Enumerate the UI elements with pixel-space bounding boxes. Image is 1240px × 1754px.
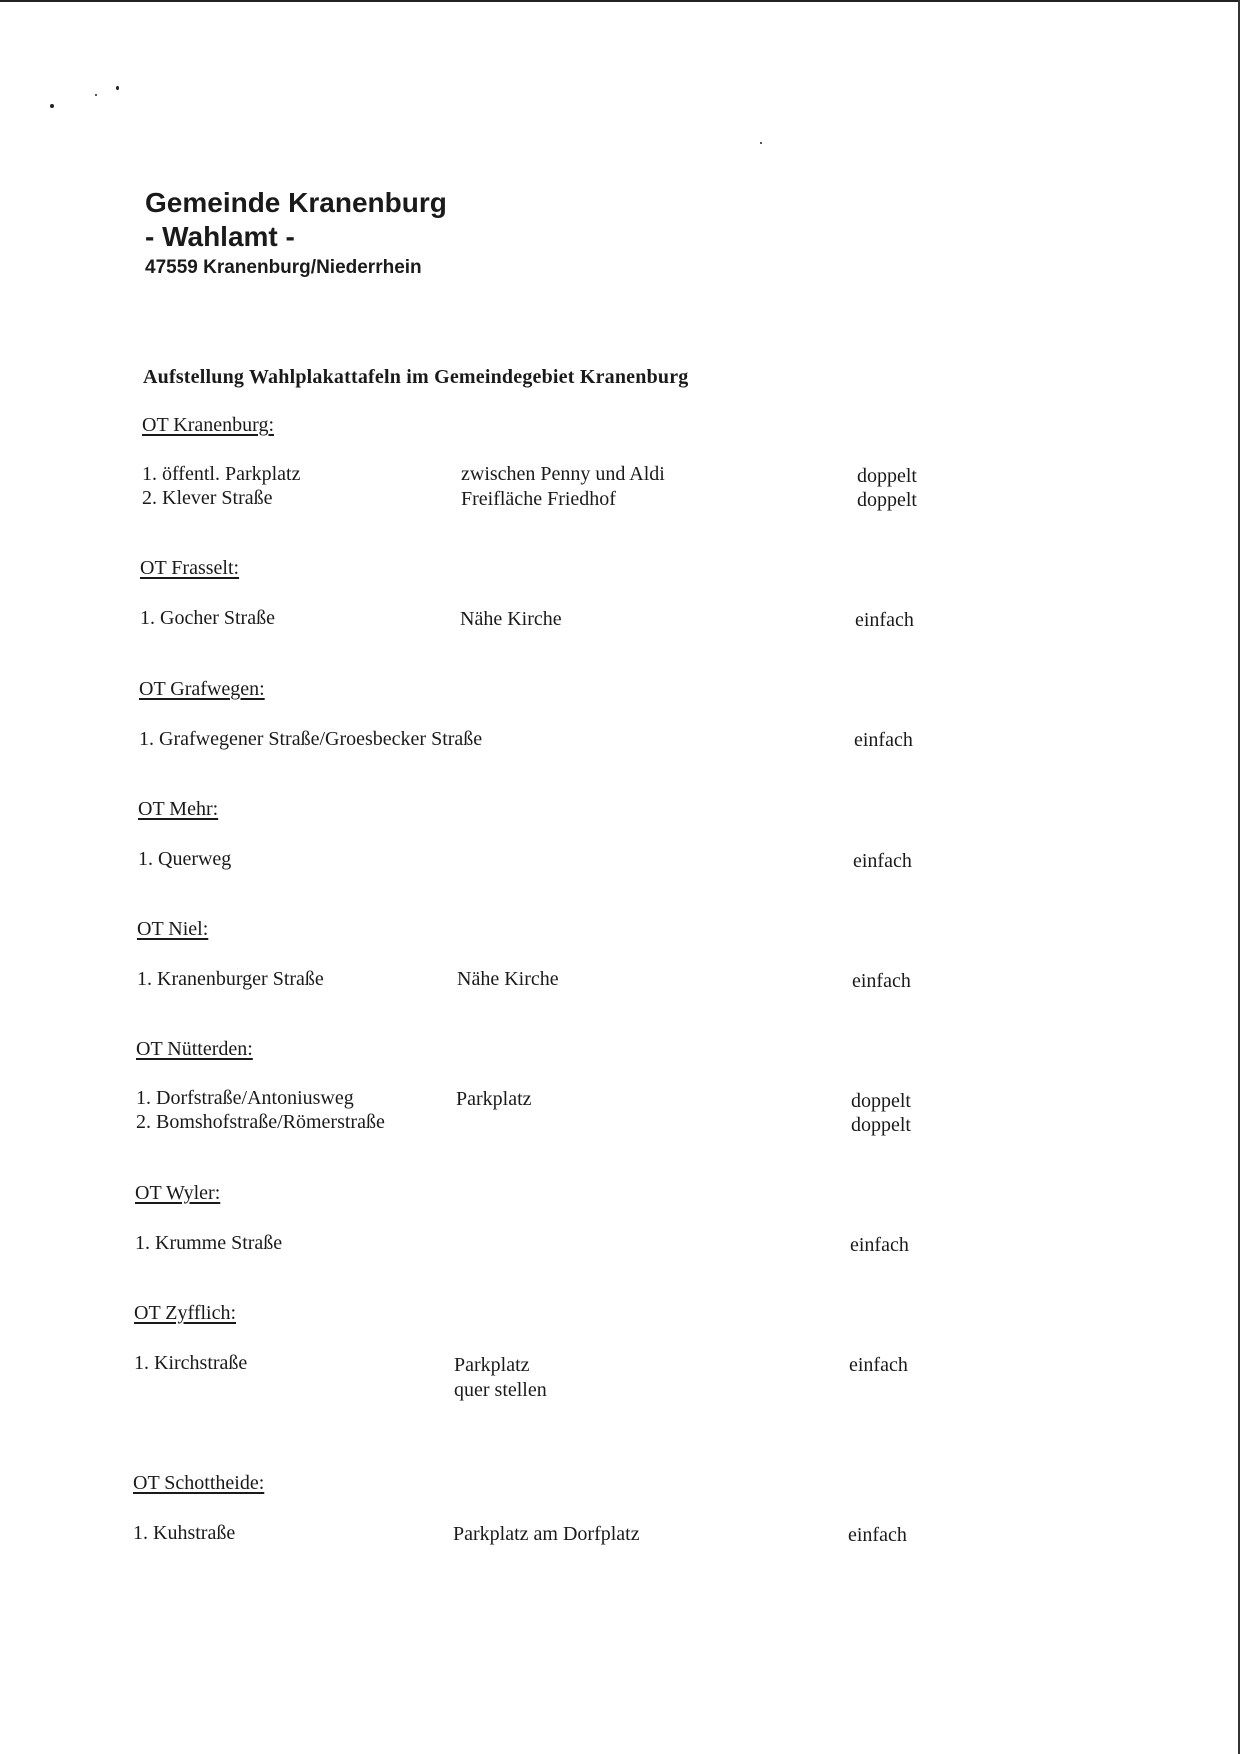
department-name: - Wahlamt - xyxy=(145,221,295,252)
entry-location: 1. Krumme Straße xyxy=(135,1232,283,1254)
entry-type: einfach xyxy=(849,1354,908,1376)
entry-detail: Parkplatz am Dorfplatz xyxy=(453,1523,640,1545)
section-title-grafwegen: OT Grafwegen: xyxy=(139,678,265,700)
section-title-wyler: OT Wyler: xyxy=(135,1182,221,1204)
section-title-frasselt: OT Frasselt: xyxy=(140,557,240,579)
postal-address: 47559 Kranenburg/Niederrhein xyxy=(145,257,422,278)
entry-location: 1. Grafwegener Straße/Groesbecker Straße xyxy=(139,728,483,750)
scan-edge-top xyxy=(0,0,1240,2)
letterhead xyxy=(145,186,447,282)
entry-type: einfach xyxy=(853,850,912,872)
entry-location: 1. Kuhstraße xyxy=(133,1522,236,1544)
document-title: Aufstellung Wahlplakattafeln im Gemeindegebiet Kranenburg xyxy=(143,366,689,388)
entry-type: doppelt xyxy=(857,465,917,487)
org-name: Gemeinde Kranenburg xyxy=(145,187,447,218)
entry-location: 1. Dorfstraße/Antoniusweg xyxy=(136,1087,354,1109)
section-title-niel: OT Niel: xyxy=(137,918,209,940)
section-title-mehr: OT Mehr: xyxy=(138,798,219,820)
section-title-schottheide: OT Schottheide: xyxy=(133,1472,265,1494)
entry-type: doppelt xyxy=(857,489,917,511)
entry-type: einfach xyxy=(854,729,913,751)
section-title-nuetterden: OT Nütterden: xyxy=(136,1038,253,1060)
scan-speck xyxy=(95,94,97,96)
entry-location: 2. Klever Straße xyxy=(142,487,273,509)
scan-speck xyxy=(50,104,54,108)
section-title-zyfflich: OT Zyfflich: xyxy=(134,1302,237,1324)
entry-detail: Nähe Kirche xyxy=(457,968,559,990)
entry-detail: Freifläche Friedhof xyxy=(461,488,616,510)
entry-location: 1. Kirchstraße xyxy=(134,1352,248,1374)
entry-type: einfach xyxy=(848,1524,907,1546)
section-title-kranenburg: OT Kranenburg: xyxy=(142,414,275,436)
entry-type: einfach xyxy=(855,609,914,631)
entry-location: 2. Bomshofstraße/Römerstraße xyxy=(136,1111,385,1133)
entry-location: 1. Gocher Straße xyxy=(140,607,275,629)
entry-detail: zwischen Penny und Aldi xyxy=(461,463,665,485)
entry-detail-note: quer stellen xyxy=(454,1379,547,1401)
entry-detail: Parkplatz xyxy=(456,1088,532,1110)
entry-location: 1. öffentl. Parkplatz xyxy=(142,463,301,485)
entry-type: einfach xyxy=(850,1234,909,1256)
entry-type: doppelt xyxy=(851,1090,911,1112)
scan-speck xyxy=(760,142,762,144)
entry-type: doppelt xyxy=(851,1114,911,1136)
entry-type: einfach xyxy=(852,970,911,992)
entry-location: 1. Kranenburger Straße xyxy=(137,968,324,990)
entry-detail: Nähe Kirche xyxy=(460,608,562,630)
scan-speck xyxy=(116,86,119,90)
entry-detail: Parkplatz xyxy=(454,1354,530,1376)
entry-location: 1. Querweg xyxy=(138,848,232,870)
